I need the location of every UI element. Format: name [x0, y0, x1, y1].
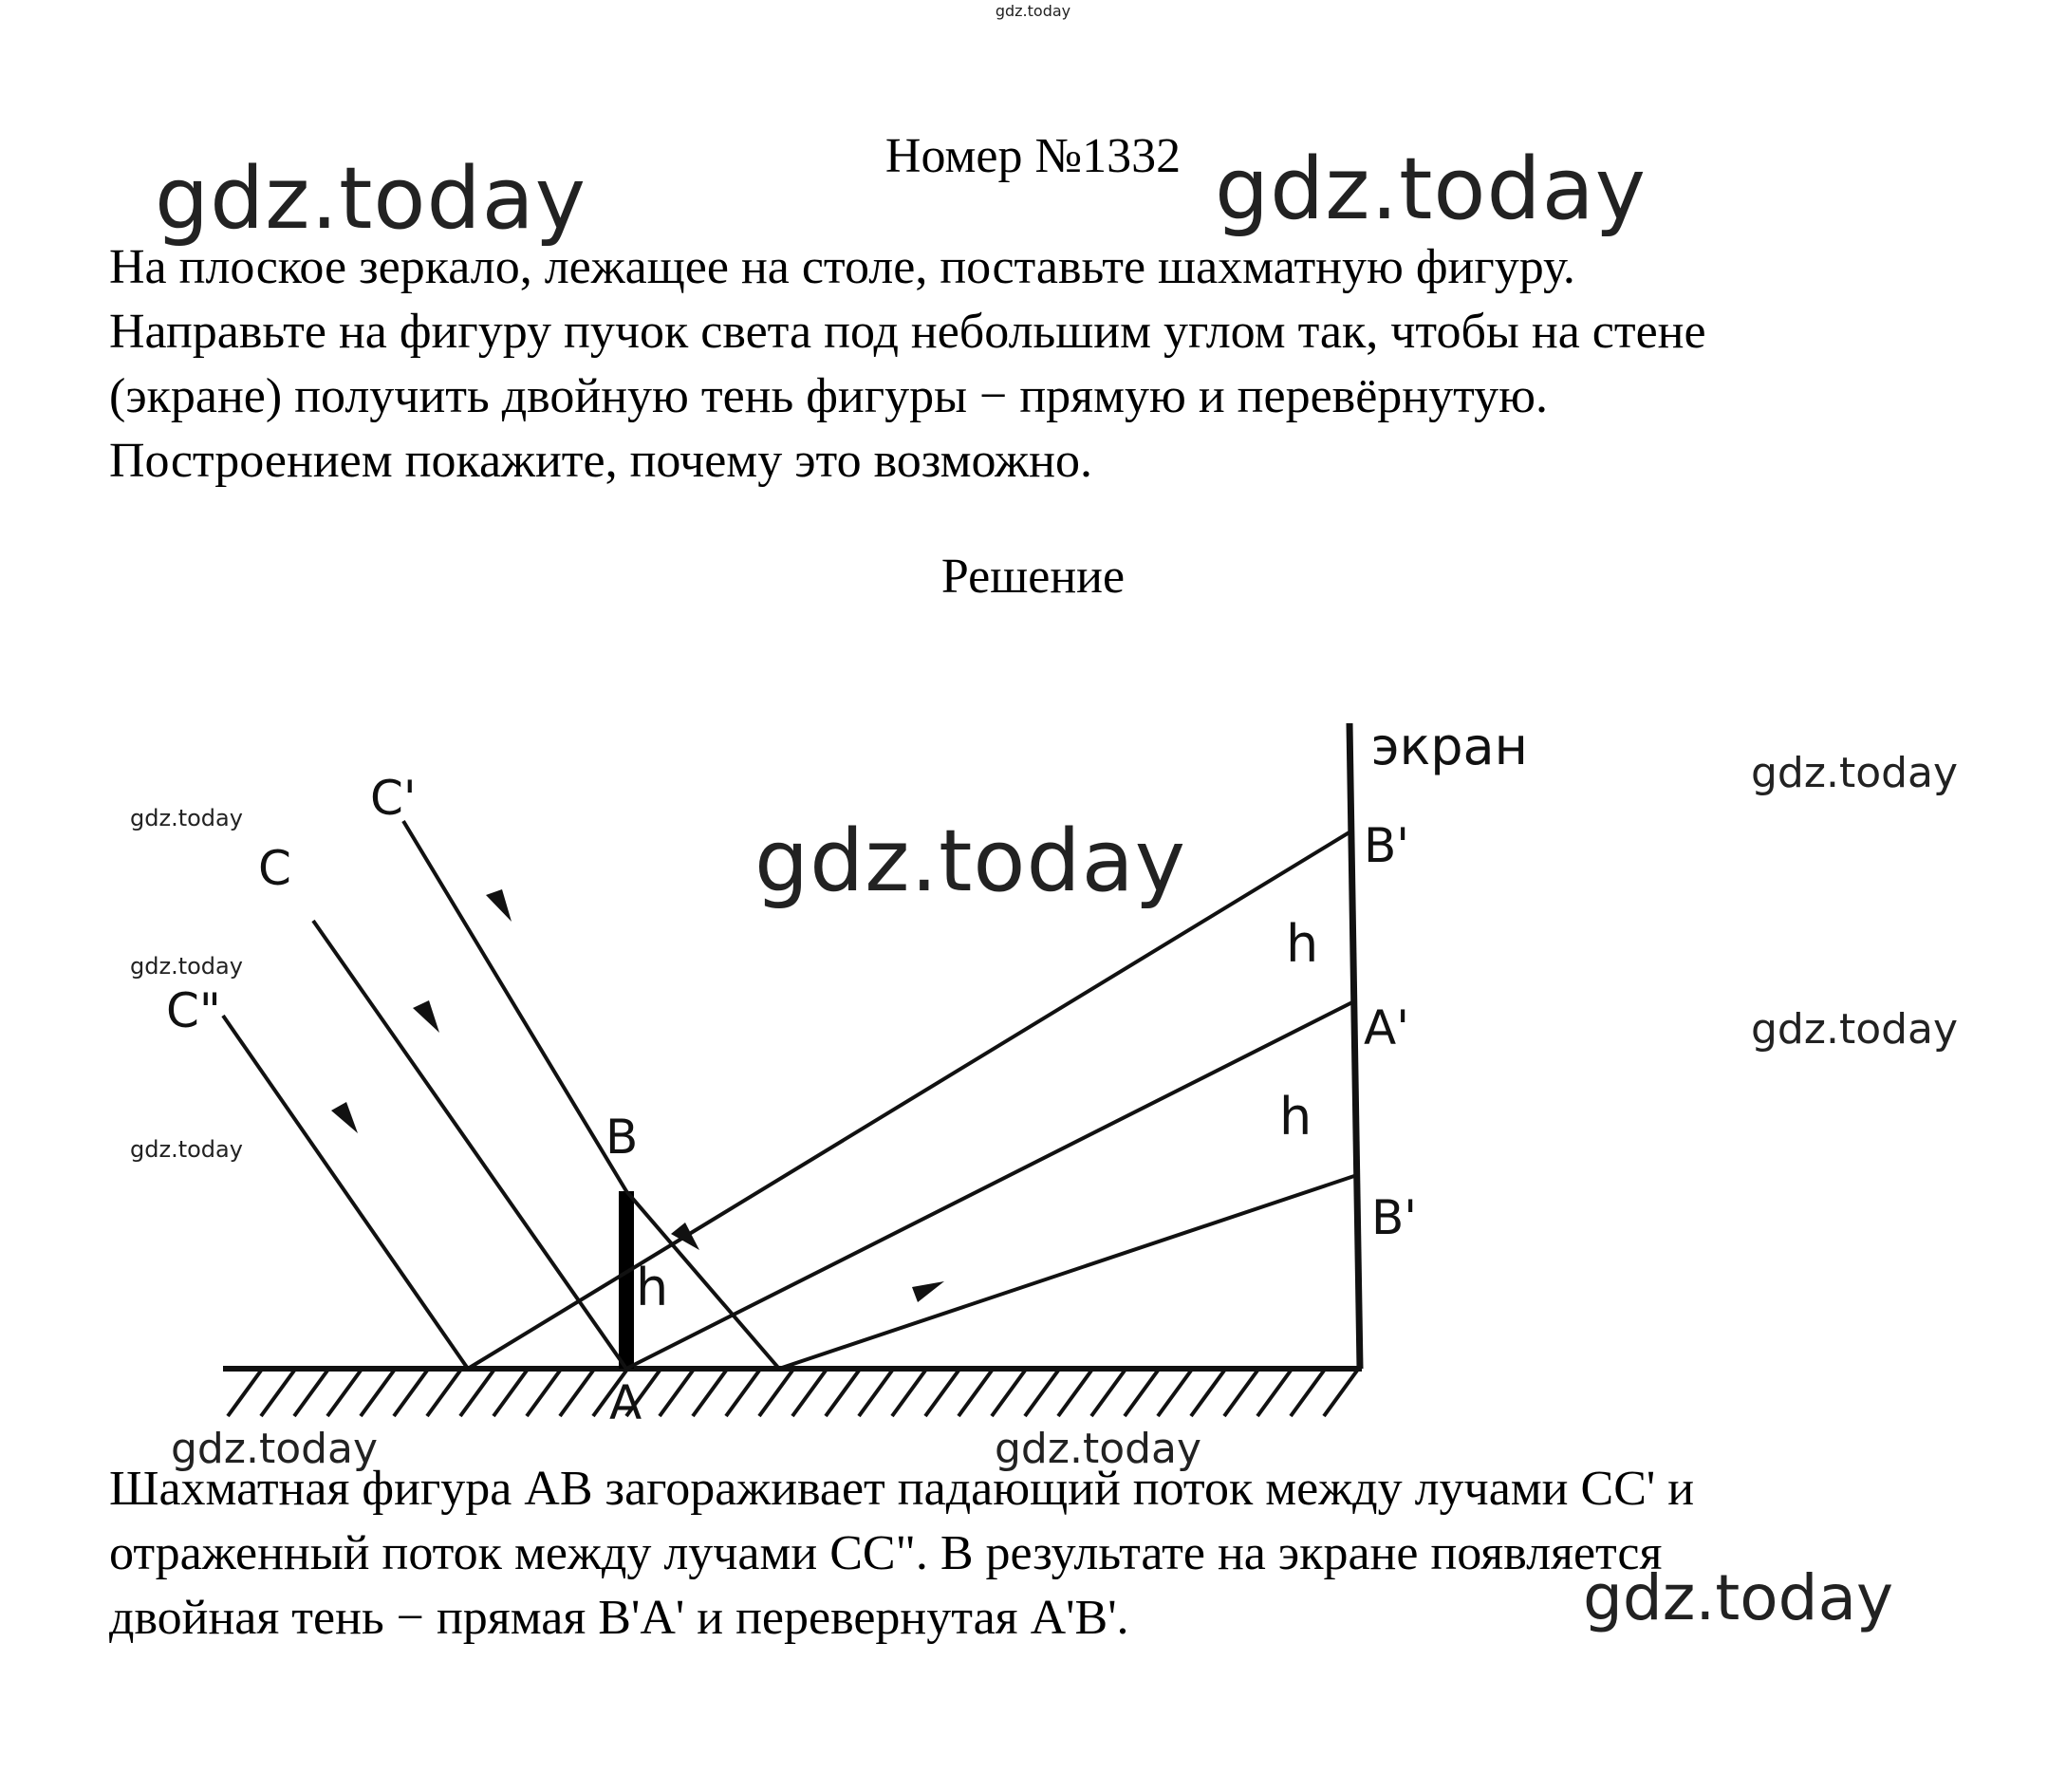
watermark-mid-right: gdz.today: [1751, 1005, 1959, 1054]
watermark-big-right: gdz.today: [1215, 140, 1647, 239]
page-title: Номер №1332: [884, 129, 1182, 183]
watermark-small: gdz.today: [130, 1136, 243, 1163]
watermark-mid-bottom-center: gdz.today: [995, 1425, 1202, 1473]
label-h-figure: h: [636, 1258, 669, 1317]
watermark-mid-right: gdz.today: [1751, 749, 1959, 797]
answer-line: Шахматная фигура AB загораживает падающий поток между лучами CC' и: [109, 1462, 1695, 1516]
arrow-icon: [486, 889, 512, 922]
ray-reflected-to-b-prime-bottom: [779, 1175, 1357, 1369]
label-b: B: [605, 1110, 639, 1165]
problem-line: Построением покажите, почему это возможно.: [109, 434, 1092, 488]
watermark-big-diagram: gdz.today: [754, 812, 1187, 911]
ray-c-double-incident: [223, 1016, 468, 1369]
section-title: Решение: [940, 550, 1126, 604]
arrow-icon: [331, 1102, 358, 1133]
ray-reflected-to-b-prime-top: [468, 831, 1352, 1369]
problem-line: (экране) получить двойную тень фигуры − прямую и перевёрнутую.: [109, 369, 1548, 423]
reflection-diagram: [109, 664, 1528, 1471]
arrow-icon: [912, 1281, 944, 1302]
answer-line: отраженный поток между лучами CC". В результате на экране появляется: [109, 1526, 1663, 1580]
problem-line: На плоское зеркало, лежащее на столе, поставьте шахматную фигуру.: [109, 240, 1575, 294]
ray-c-prime-incident: [403, 821, 626, 1191]
watermark-big-left: gdz.today: [155, 149, 587, 249]
label-h-lower: h: [1279, 1087, 1312, 1147]
label-a: A: [609, 1375, 642, 1430]
label-b-prime-top: B': [1364, 818, 1410, 873]
watermark-small: gdz.today: [130, 805, 243, 831]
ray-reflected-to-a-prime: [626, 1001, 1354, 1369]
problem-line: Направьте на фигуру пучок света под небольшим углом так, чтобы на стене: [109, 305, 1706, 359]
watermark-small: gdz.today: [130, 953, 243, 980]
watermark-big-bottom-right: gdz.today: [1583, 1561, 1894, 1634]
label-h-upper: h: [1286, 914, 1319, 974]
arrow-icon: [413, 1000, 439, 1033]
label-c: C: [258, 841, 291, 896]
header-watermark: gdz.today: [995, 2, 1071, 20]
mirror-hatching: [228, 1371, 1357, 1416]
screen-line: [1349, 723, 1360, 1369]
label-c-double: C": [166, 983, 221, 1038]
problem-statement: [109, 235, 2007, 494]
label-b-prime-bottom: B': [1371, 1190, 1418, 1245]
label-screen: экран: [1371, 717, 1528, 776]
label-a-prime: A': [1364, 1000, 1409, 1055]
answer-line: двойная тень − прямая B'A' и перевернутая A'B'.: [109, 1591, 1129, 1645]
watermark-mid-bottom-left: gdz.today: [171, 1425, 379, 1473]
label-c-prime: C': [370, 771, 417, 826]
